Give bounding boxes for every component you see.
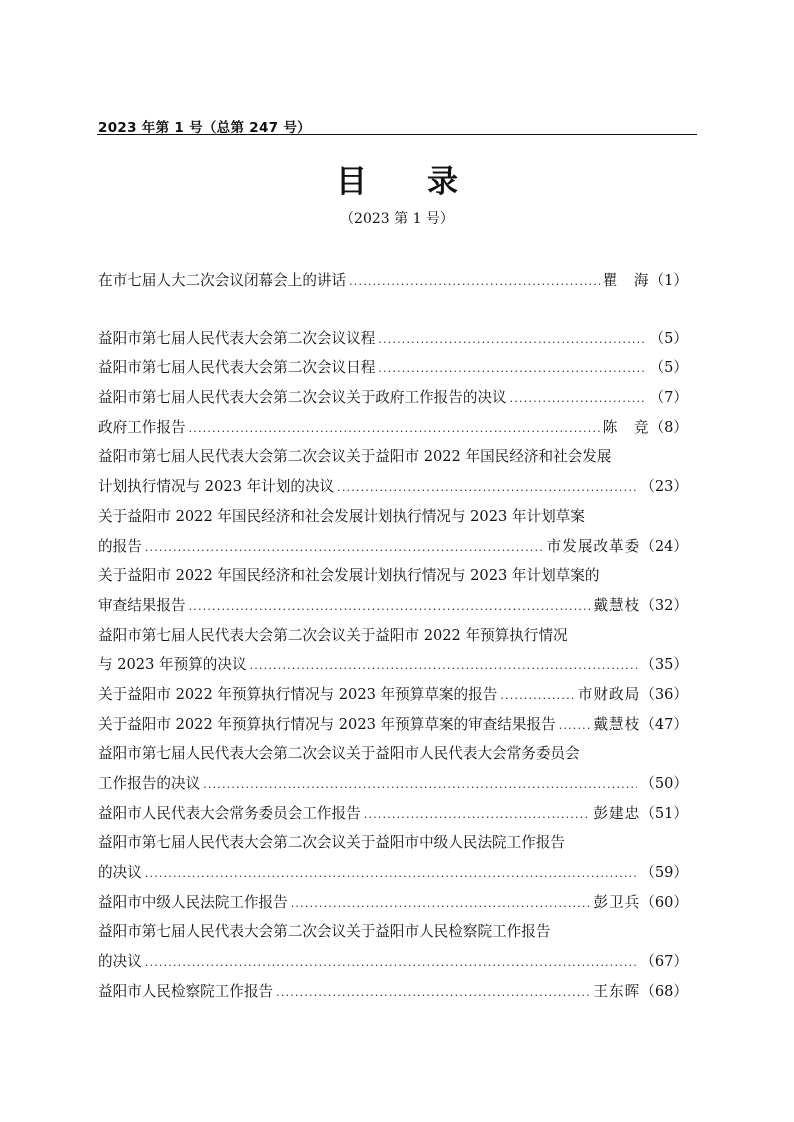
toc-entry-page-number: （5） [649,329,688,347]
toc-entry-page-number: （7） [649,389,688,407]
toc-entry-title: 审查结果报告 [98,596,186,614]
toc-entry-page-number: （68） [640,982,688,1000]
dot-leader [189,414,600,444]
toc-entry-page-number: （35） [640,656,688,674]
toc-entry-author: 王东晖 [593,982,641,1000]
toc-entry-row [98,977,688,1007]
toc-entry-row [98,383,688,413]
toc-entry-title: 益阳市第七届人民代表大会第二次会议关于政府工作报告的决议 [98,389,507,407]
toc-entry-title: 益阳市第七届人民代表大会第二次会议议程 [98,329,376,347]
toc-entry-page-number: （5） [649,359,688,377]
toc-entry-title: 益阳市人民代表大会常务委员会工作报告 [98,804,361,822]
dot-leader [337,473,637,503]
dot-leader [500,681,575,711]
toc-entry-row [98,532,688,562]
dot-leader [378,354,646,384]
title-char-1: 目 [336,164,367,200]
page-title [0,162,794,202]
toc-entry-page-number: （24） [640,537,688,555]
toc-entry-title: 的决议 [98,864,142,882]
toc-entry[interactable] [98,502,688,561]
toc-entry-title: 在市七届人大二次会议闭幕会上的讲话 [98,272,347,289]
header-rule [97,134,697,135]
toc-entry-page-number: （32） [640,596,688,614]
toc-entry[interactable] [98,413,688,443]
toc-entry-row [98,472,688,502]
toc-entry-title: 与 2023 年预算的决议 [98,656,247,674]
dot-leader [291,889,591,919]
toc-entry-author: 彭建忠 [593,804,641,822]
toc-entry-title: 关于益阳市 2022 年预算执行情况与 2023 年预算草案的审查结果报告 [98,715,556,733]
toc-entry-author: 彭卫兵 [593,893,641,911]
dot-leader [189,592,591,622]
toc-entry[interactable] [98,442,688,501]
toc-entry-row [98,591,688,621]
toc-entry-row [98,710,688,740]
toc-entry-author: 市发展改革委 [546,537,641,555]
toc-entry-page-number: （50） [640,775,688,792]
toc-entry-row [98,888,688,918]
page-subtitle: （2023 第 1 号） [340,211,454,227]
toc-entry-title-line: 益阳市第七届人民代表大会第二次会议关于益阳市人民检察院工作报告 [98,923,551,941]
toc-entry-title-line: 关于益阳市 2022 年国民经济和社会发展计划执行情况与 2023 年计划草案的 [98,567,600,585]
toc-entry-title-line: 益阳市第七届人民代表大会第二次会议关于益阳市中级人民法院工作报告 [98,834,566,852]
toc-entry-page-number: （59） [640,864,688,882]
toc-entry-title: 政府工作报告 [98,418,186,436]
dot-leader [378,325,646,355]
toc-entry-title: 的报告 [98,537,142,555]
toc-entry-page-number: （1） [649,272,688,289]
toc-entry-title-line: 关于益阳市 2022 年国民经济和社会发展计划执行情况与 2023 年计划草案 [98,507,585,525]
toc-entry[interactable] [98,324,688,354]
title-char-2: 录 [427,164,458,200]
toc-entry-page-number: （67） [640,953,688,971]
toc-entry-author: 戴慧枝 [593,596,641,614]
toc-entry-title: 益阳市人民检察院工作报告 [98,982,274,1000]
toc-entry-row [98,324,688,354]
toc-entry[interactable] [98,353,688,383]
toc-entry-title: 计划执行情况与 2023 年计划的决议 [98,478,335,496]
dot-leader [145,948,637,978]
toc-entry-title-line: 益阳市第七届人民代表大会第二次会议关于益阳市人民代表大会常务委员会 [98,745,580,763]
toc-entry-row [98,353,688,383]
toc-entry[interactable] [98,799,688,829]
dot-leader [349,267,600,297]
toc-entry[interactable] [98,621,688,680]
toc-entry-row [98,680,688,710]
dot-leader [559,711,591,741]
toc-entry-page-number: （8） [649,418,688,436]
dot-leader [510,384,647,414]
toc-entry-author: 戴慧枝 [593,715,641,733]
toc-entry-title: 的决议 [98,953,142,971]
toc-entry[interactable] [98,710,688,740]
toc-entry-row [98,266,688,296]
toc-entry[interactable] [98,888,688,918]
toc-entry-page-number: （23） [640,478,688,496]
toc-entry-row [98,947,688,977]
dot-leader [145,533,544,563]
toc-entry-author: 瞿 海 [602,272,650,289]
toc-entry[interactable] [98,739,688,798]
toc-entry-row [98,413,688,443]
dot-leader [364,800,591,830]
toc-entry[interactable] [98,383,688,413]
dot-leader [250,651,638,681]
toc-entry-page-number: （51） [640,804,688,822]
toc-entry-row [98,769,688,799]
toc-entry[interactable] [98,266,688,296]
table-of-contents [98,266,688,1007]
toc-entry-page-number: （36） [640,685,688,703]
toc-entry-row [98,650,688,680]
toc-entry-title-line: 益阳市第七届人民代表大会第二次会议关于益阳市 2022 年预算执行情况 [98,626,568,644]
dot-leader [145,859,637,889]
toc-entry[interactable] [98,561,688,620]
toc-entry-row [98,799,688,829]
toc-entry-title: 关于益阳市 2022 年预算执行情况与 2023 年预算草案的报告 [98,685,498,703]
toc-entry[interactable] [98,828,688,887]
toc-entry-title: 益阳市第七届人民代表大会第二次会议日程 [98,359,376,377]
toc-entry[interactable] [98,917,688,976]
toc-entry-title: 工作报告的决议 [98,775,201,792]
toc-entry-page-number: （60） [640,893,688,911]
dot-leader [203,770,637,800]
toc-entry[interactable] [98,680,688,710]
toc-entry-page-number: （47） [640,715,688,733]
toc-entry-title-line: 益阳市第七届人民代表大会第二次会议关于益阳市 2022 年国民经济和社会发展 [98,448,612,466]
toc-entry-author: 陈 竞 [602,418,650,436]
dot-leader [276,978,590,1008]
toc-entry-title: 益阳市中级人民法院工作报告 [98,893,288,911]
toc-entry-author: 市财政局 [577,685,641,703]
toc-entry[interactable] [98,977,688,1007]
issue-number: 2023 年第 1 号（总第 247 号） [98,120,311,136]
toc-entry-row [98,858,688,888]
